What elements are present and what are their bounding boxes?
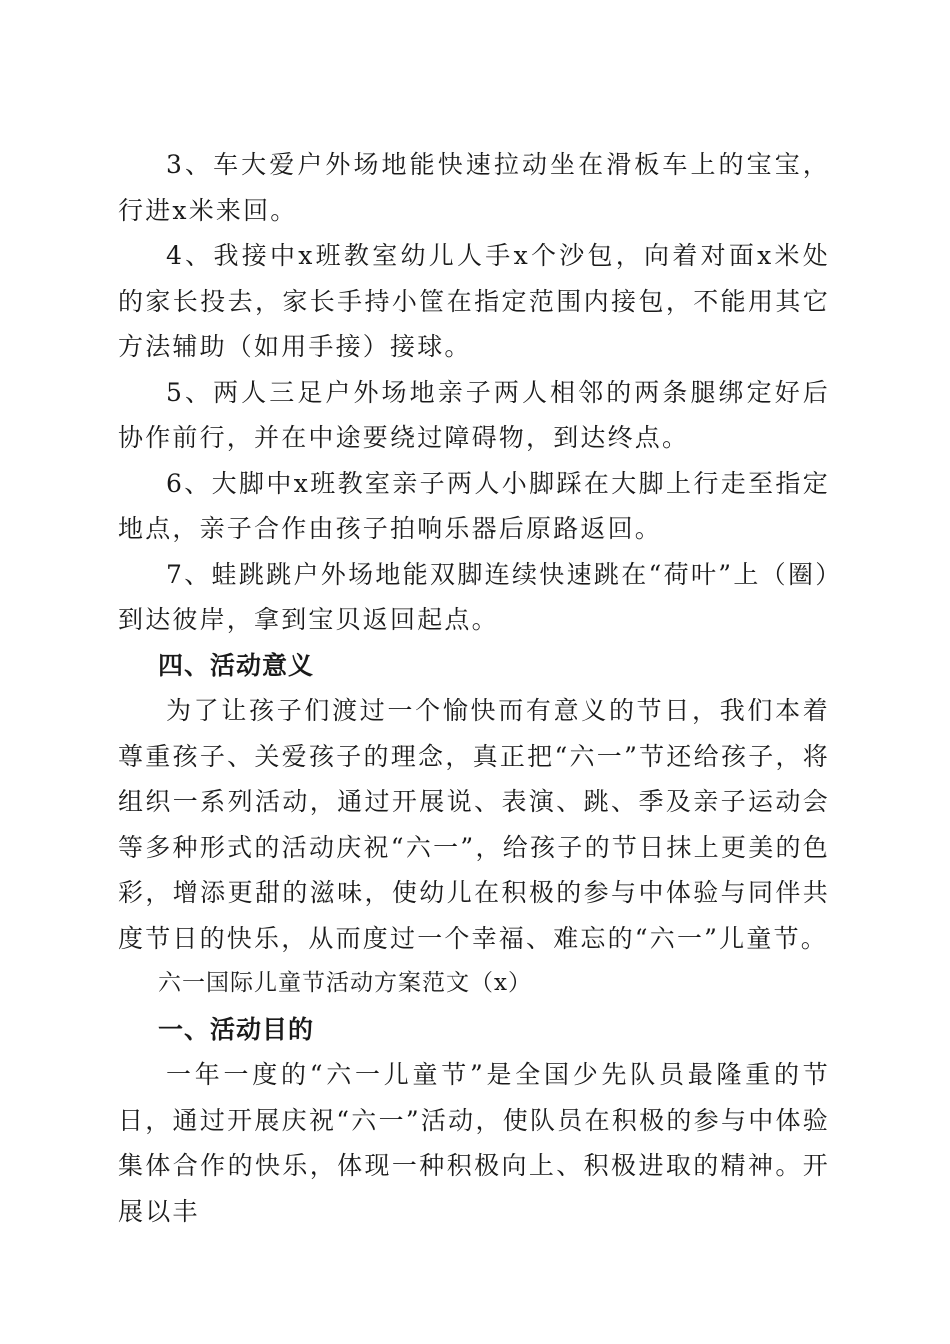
activity-item-6: 6、大脚中x班教室亲子两人小脚踩在大脚上行走至指定地点，亲子合作由孩子拍响乐器后原路返回。 bbox=[118, 468, 830, 543]
activity-item-7: 7、蛙跳跳户外场地能双脚连续快速跳在“荷叶”上（圈）到达彼岸，拿到宝贝返回起点。 bbox=[118, 559, 830, 634]
activity-item-3: 3、车大爱户外场地能快速拉动坐在滑板车上的宝宝，行进x米来回。 bbox=[118, 150, 830, 225]
section-1-body: 一年一度的“六一儿童节”是全国少先队员最隆重的节日，通过开展庆祝“六一”活动，使队员在积极的参与中体验集体合作的快乐，体现一种积极向上、积极进取的精神。开展以丰 bbox=[118, 1060, 830, 1226]
section-4-heading: 四、活动意义 bbox=[158, 650, 315, 680]
document-page bbox=[118, 142, 830, 1234]
section-4-body: 为了让孩子们渡过一个愉快而有意义的节日，我们本着尊重孩子、关爱孩子的理念，真正把“六一”节还给孩子，将组织一系列活动，通过开展说、表演、跳、季及亲子运动会等多种形式的活动庆祝“六一”，给孩子的节日抹上更美的色彩，增添更甜的滋味，使幼儿在积极的参与中体验与同伴共度节日的快乐，从而度过一个幸福、难忘的“六一”儿童节。 bbox=[118, 696, 830, 953]
section-1-heading: 一、活动目的 bbox=[158, 1014, 315, 1044]
activity-item-5: 5、两人三足户外场地亲子两人相邻的两条腿绑定好后协作前行，并在中途要绕过障碍物，到达终点。 bbox=[118, 377, 830, 452]
document-subtitle: 六一国际儿童节活动方案范文（x） bbox=[158, 970, 532, 996]
activity-item-4: 4、我接中x班教室幼儿人手x个沙包，向着对面x米处的家长投去，家长手持小筐在指定范围内接包，不能用其它方法辅助（如用手接）接球。 bbox=[118, 241, 830, 361]
